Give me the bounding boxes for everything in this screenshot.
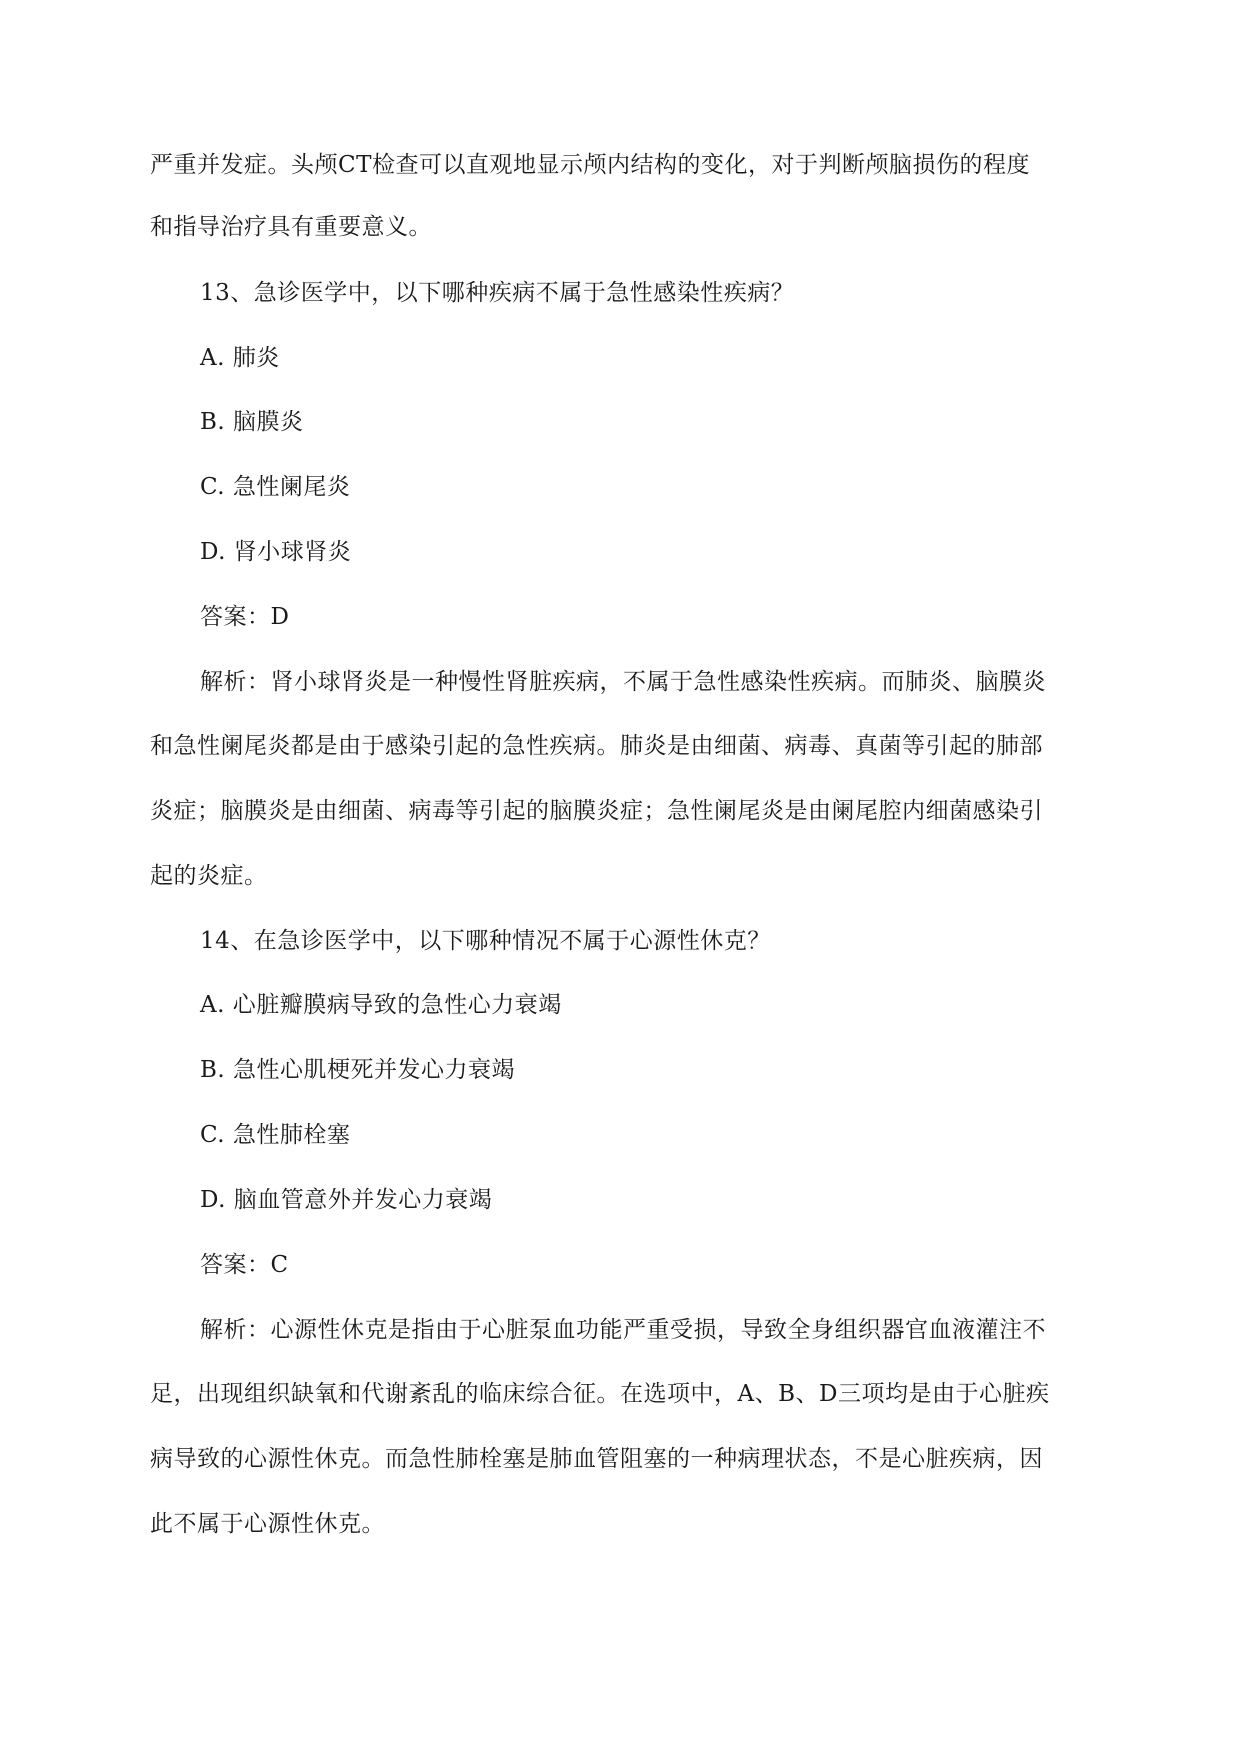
q14-option-d: D. 脑血管意外并发心力衰竭 (200, 1187, 493, 1213)
q13-option-c: C. 急性阑尾炎 (200, 474, 351, 500)
q13-explanation-line-3: 炎症；脑膜炎是由细菌、病毒等引起的脑膜炎症；急性阑尾炎是由阑尾腔内细菌感染引 (150, 798, 1043, 824)
continuation-line-1: 严重并发症。头颅CT检查可以直观地显示颅内结构的变化，对于判断颅脑损伤的程度 (150, 152, 1030, 178)
q14-option-c: C. 急性肺栓塞 (200, 1122, 351, 1148)
q13-explanation-line-1: 解析：肾小球肾炎是一种慢性肾脏疾病，不属于急性感染性疾病。而肺炎、脑膜炎 (200, 669, 1046, 695)
q14-option-a: A. 心脏瓣膜病导致的急性心力衰竭 (200, 992, 562, 1018)
q14-option-b: B. 急性心肌梗死并发心力衰竭 (200, 1057, 516, 1083)
q13-option-a: A. 肺炎 (200, 345, 280, 371)
q13-explanation-line-4: 起的炎症。 (150, 863, 268, 889)
q14-explanation-line-2: 足，出现组织缺氧和代谢紊乱的临床综合征。在选项中，A、B、D三项均是由于心脏疾 (150, 1381, 1050, 1407)
question-14: 14、在急诊医学中，以下哪种情况不属于心源性休克？ (200, 928, 771, 954)
q14-explanation-line-4: 此不属于心源性休克。 (150, 1511, 385, 1537)
q13-answer: 答案：D (200, 604, 290, 630)
q13-option-b: B. 脑膜炎 (200, 409, 304, 435)
continuation-line-2: 和指导治疗具有重要意义。 (150, 214, 432, 240)
q14-explanation-line-3: 病导致的心源性休克。而急性肺栓塞是肺血管阻塞的一种病理状态，不是心脏疾病，因 (150, 1446, 1043, 1472)
q13-explanation-line-2: 和急性阑尾炎都是由于感染引起的急性疾病。肺炎是由细菌、病毒、真菌等引起的肺部 (150, 733, 1043, 759)
q14-answer: 答案：C (200, 1252, 289, 1278)
q14-explanation-line-1: 解析：心源性休克是指由于心脏泵血功能严重受损，导致全身组织器官血液灌注不 (200, 1317, 1046, 1343)
question-13: 13、急诊医学中，以下哪种疾病不属于急性感染性疾病？ (200, 280, 795, 306)
q13-option-d: D. 肾小球肾炎 (200, 539, 352, 565)
